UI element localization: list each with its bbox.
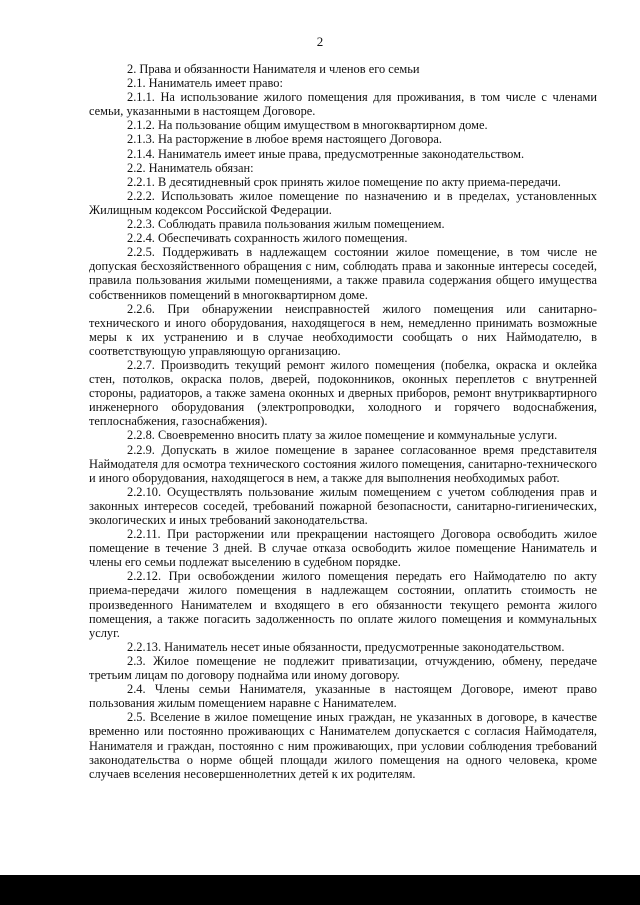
paragraph: 2.4. Члены семьи Нанимателя, указанные в настоящем Договоре, имеют право пользования жилым помещением наравне с Нанимателем. <box>89 682 597 711</box>
paragraph: 2.2.4. Обеспечивать сохранность жилого помещения. <box>127 231 408 246</box>
paragraph: 2.2.9. Допускать в жилое помещение в заранее согласованное время представителя Наймодателя для осмотра технического состояния жилого помещения, санитарно-технического и иного оборудования, находящегося в нем, а также для выполнения необходимых работ. <box>89 442 597 485</box>
paragraph: 2.1.1. На использование жилого помещения для проживания, в том числе с членами семьи, указанными в настоящем Договоре. <box>89 90 597 119</box>
paragraph: 2.2.2. Использовать жилое помещение по назначению и в пределах, установленных Жилищным кодексом Российской Федерации. <box>89 188 597 217</box>
paragraph: 2.2.7. Производить текущий ремонт жилого помещения (побелка, окраска и оклейка стен, потолков, окраска полов, дверей, подоконников, оконных переплетов с внутренней стороны, радиаторов, а также замена оконных и дверных приборов, ремонт внутриквартирного инженерного оборудования (электропроводки, холодного и горячего водоснабжения, теплоснабжения, газоснабжения). <box>89 357 597 429</box>
paragraph: 2.2. Наниматель обязан: <box>127 160 254 175</box>
paragraph: 2.1. Наниматель имеет право: <box>127 76 283 91</box>
paragraph: 2.1.2. На пользование общим имуществом в многоквартирном доме. <box>127 118 488 133</box>
page-number: 2 <box>316 34 324 49</box>
paragraph: 2.2.13. Наниматель несет иные обязанности, предусмотренные законодательством. <box>127 639 565 654</box>
paragraph: 2.2.12. При освобождении жилого помещения передать его Наймодателю по акту приема-передачи жилого помещения в надлежащем состоянии, оплатить стоимость не произведенного Нанимателем и входящего в его обязанности текущего ремонта жилого помещения, а также погасить задолженность по оплате жилого помещения и коммунальных услуг. <box>89 569 597 640</box>
paragraph: 2.2.6. При обнаружении неисправностей жилого помещения или санитарно-технического и иного оборудования, находящегося в нем, немедленно принимать возможные меры к их устранению и в случае необходимости сообщать о них Наймодателю, в соответствующую управляющую организацию. <box>89 301 597 358</box>
paragraph: 2.2.11. При расторжении или прекращении настоящего Договора освободить жилое помещение в течение 3 дней. В случае отказа освободить жилое помещение Наниматель и члены его семьи подлежат выселению в судебном порядке. <box>89 527 597 570</box>
paragraph: 2.5. Вселение в жилое помещение иных граждан, не указанных в договоре, в качестве временно или постоянно проживающих с Нанимателем допускается с согласия Наймодателя, Нанимателя и граждан, постоянно с ним проживающих, при условии соблюдения требований законодательства о норме общей площади жилого помещения на одного человека, кроме случаев вселения несовершеннолетних детей к их родителям. <box>89 710 597 781</box>
document-body <box>89 62 597 781</box>
paragraph: 2.2.10. Осуществлять пользование жилым помещением с учетом соблюдения прав и законных интересов соседей, требований пожарной безопасности, санитарно-гигиенических, экологических и иных требований законодательства. <box>89 484 597 527</box>
paragraph: 2.2.1. В десятидневный срок принять жилое помещение по акту приема-передачи. <box>127 174 561 189</box>
scan-border <box>0 875 640 905</box>
paragraph: 2.2.5. Поддерживать в надлежащем состоянии жилое помещение, в том числе не допуская бесхозяйственного обращения с ним, соблюдать права и законные интересы соседей, правила пользования жилыми помещениями, а также правила содержания общего имущества собственников помещений в многоквартирном доме. <box>89 245 597 302</box>
section-heading: 2. Права и обязанности Нанимателя и членов его семьи <box>127 62 420 76</box>
paragraph: 2.1.4. Наниматель имеет иные права, предусмотренные законодательством. <box>127 146 525 161</box>
paragraph: 2.2.8. Своевременно вносить плату за жилое помещение и коммунальные услуги. <box>127 428 558 443</box>
paragraph: 2.2.3. Соблюдать правила пользования жилым помещением. <box>127 217 445 232</box>
paragraph: 2.3. Жилое помещение не подлежит приватизации, отчуждению, обмену, передаче третьим лицам по договору поднайма или иному договору. <box>89 653 597 683</box>
paragraph: 2.1.3. На расторжение в любое время настоящего Договора. <box>127 132 442 147</box>
